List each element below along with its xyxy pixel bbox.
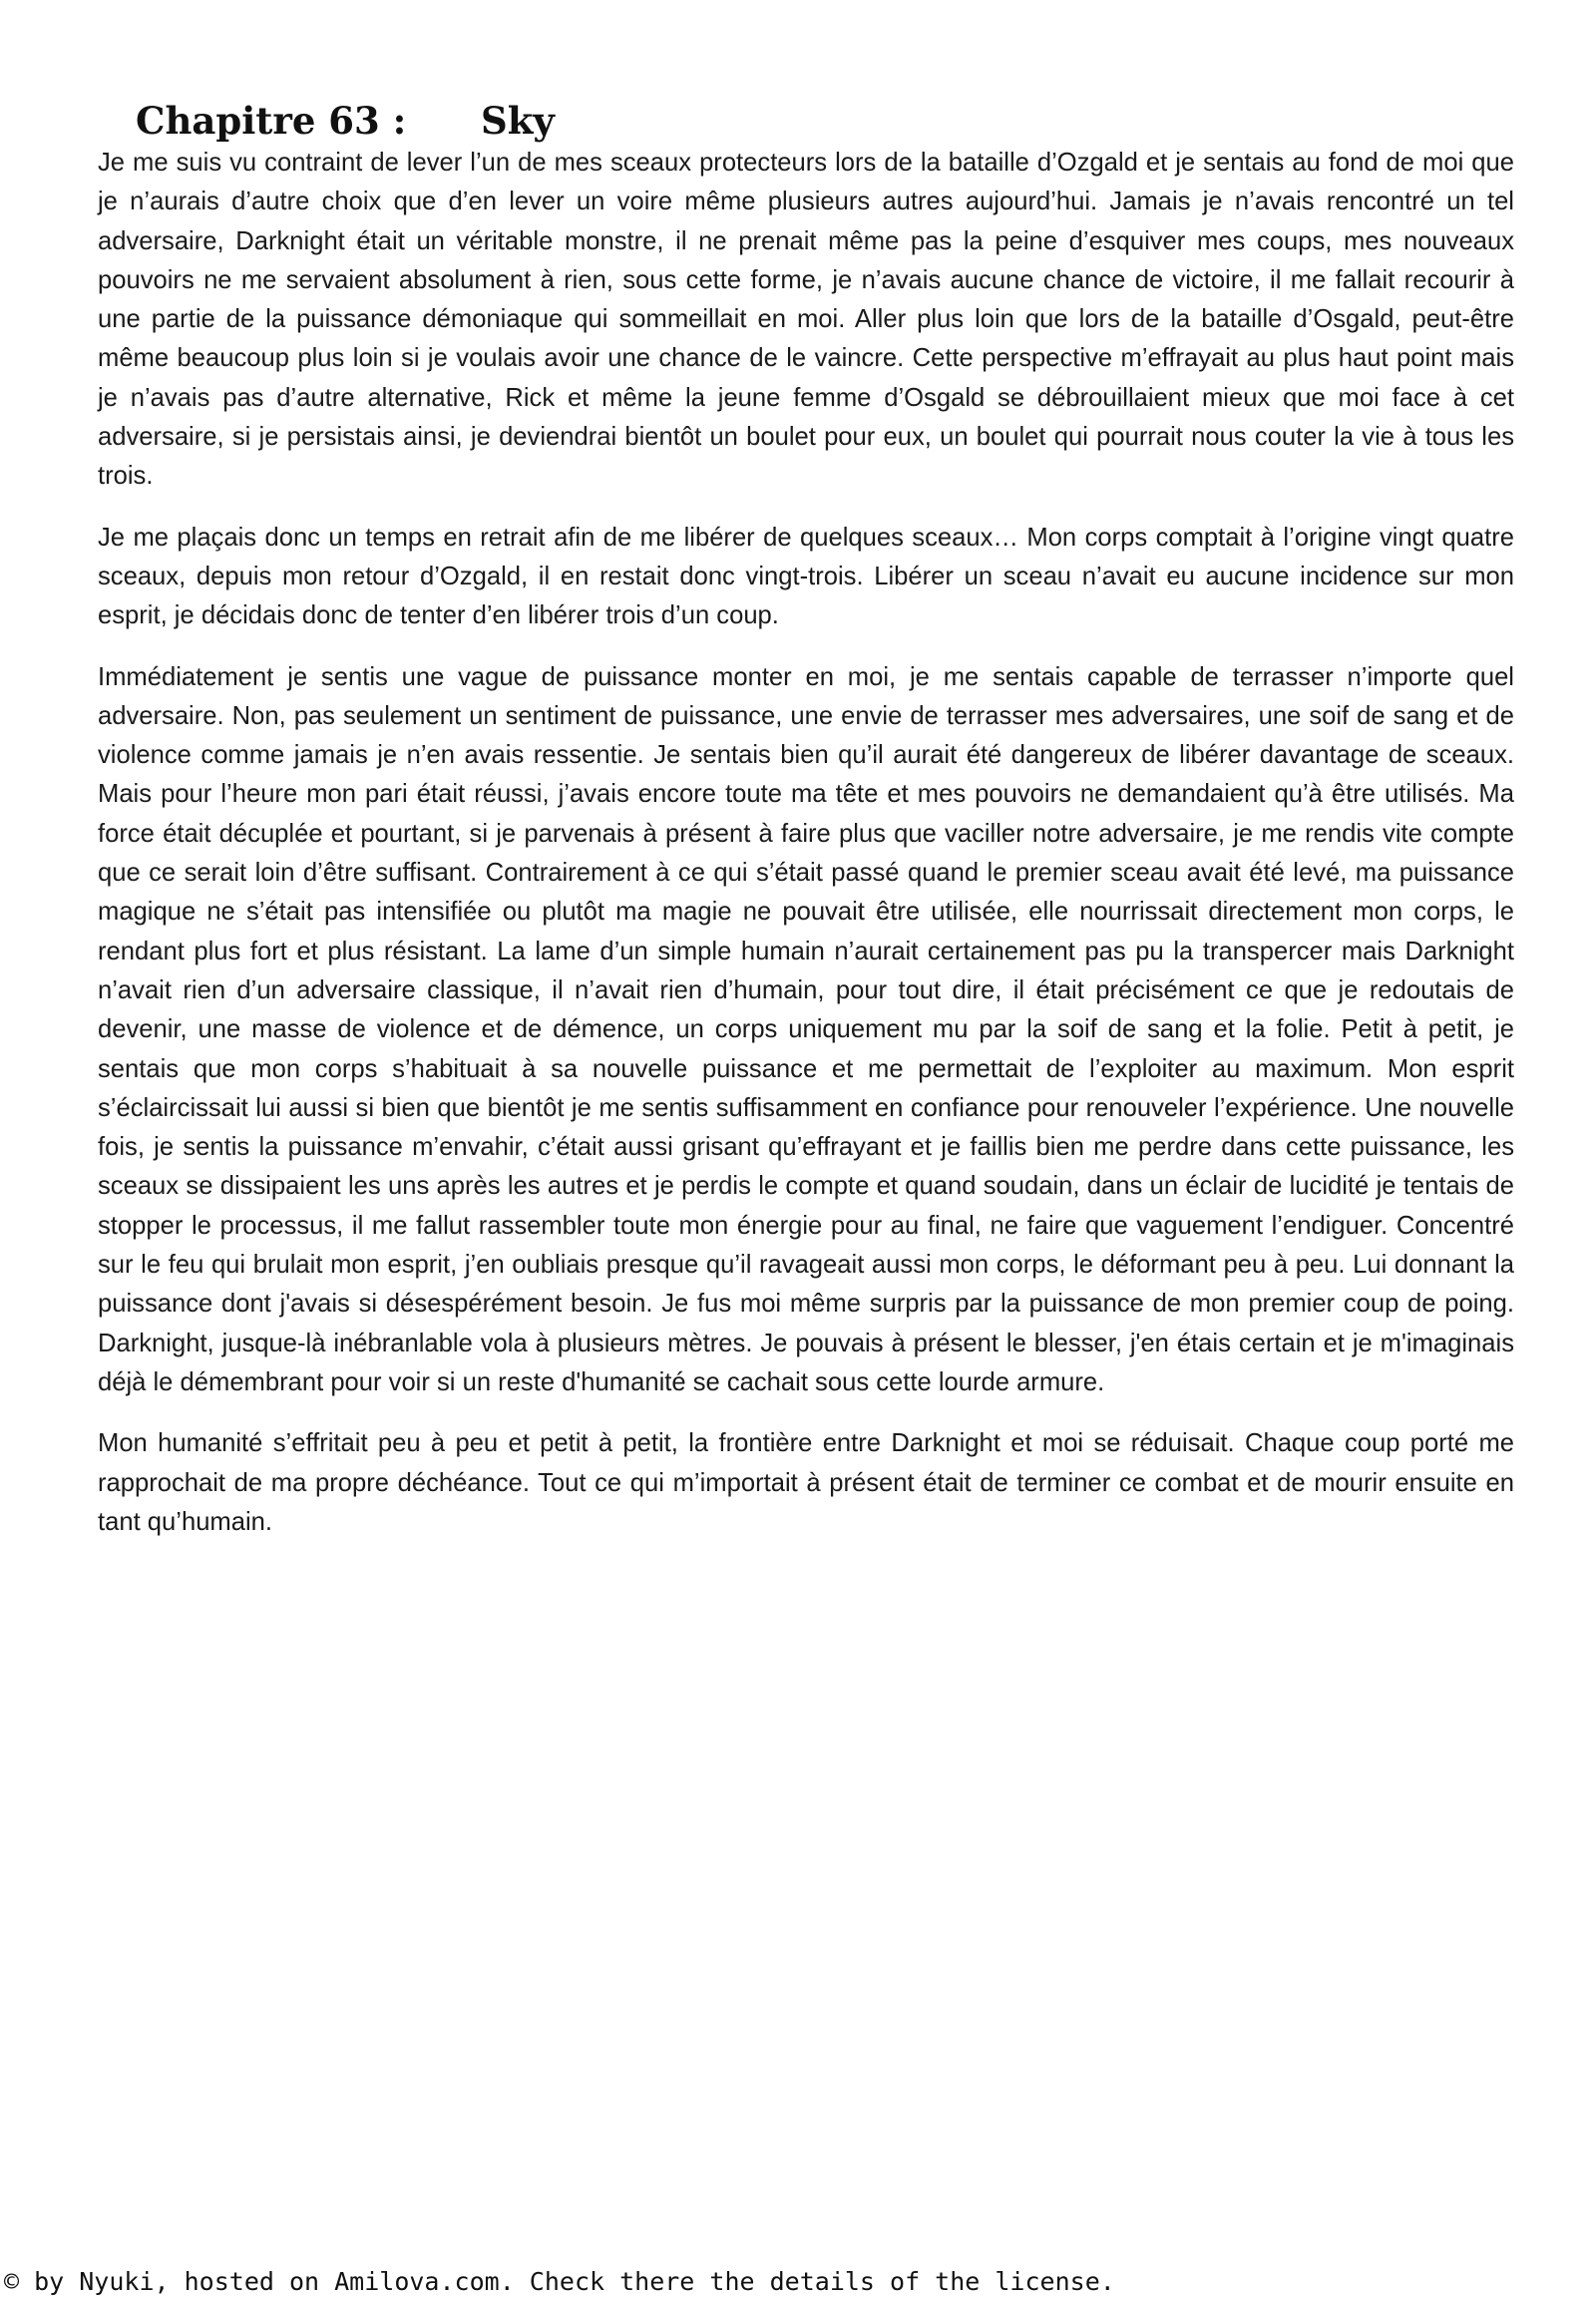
chapter-number: Chapitre 63 : [136, 99, 407, 143]
chapter-body [98, 144, 1514, 1564]
paragraph-4: Mon humanité s’effritait peu à peu et petit à petit, la frontière entre Darknight et moi se réduisait. Chaque coup porté me rapprochait de ma propre déchéance. Tout ce qui m’importait à présent était de terminer ce combat et de mourir ensuite en tant qu’humain. [98, 1429, 1514, 1536]
paragraph-1: Je me suis vu contraint de lever l’un de mes sceaux protecteurs lors de la bataille d’Ozgald et je sentais au fond de moi que je n’aurais d’autre choix que d’en lever un voire même plusieurs autres aujourd’hui. Jamais je n’avais rencontré un tel adversaire, Darknight était un véritable monstre, il ne prenait même pas la peine d’esquiver mes coups, mes nouveaux pouvoirs ne me servaient absolument à rien, sous cette forme, je n’avais aucune chance de victoire, il me fallait recourir à une partie de la puissance démoniaque qui sommeillait en moi. Aller plus loin que lors de la bataille d’Osgald, peut-être même beaucoup plus loin si je voulais avoir une chance de le vaincre. Cette perspective m’effrayait au plus haut point mais je n’avais pas d’autre alternative, Rick et même la jeune femme d’Osgald se débrouillaient mieux que moi face à cet adversaire, si je persistais ainsi, je deviendrai bientôt un boulet pour eux, un boulet qui pourrait nous couter la vie à tous les trois. [98, 149, 1514, 491]
license-footer: © by Nyuki, hosted on Amilova.com. Check there the details of the license. [4, 2267, 1115, 2296]
paragraph-2: Je me plaçais donc un temps en retrait afin de me libérer de quelques sceaux… Mon corps comptait à l’origine vingt quatre sceaux, depuis mon retour d’Ozgald, il en restait donc vingt-trois. Libérer un sceau n’avait eu aucune incidence sur mon esprit, je décidais donc de tenter d’en libérer trois d’un coup. [98, 523, 1514, 630]
paragraph-3: Immédiatement je sentis une vague de puissance monter en moi, je me sentais capable de terrasser n’importe quel adversaire. Non, pas seulement un sentiment de puissance, une envie de terrasser mes adversaires, une soif de sang et de violence comme jamais je n’en avais ressentie. Je sentais bien qu’il aurait été dangereux de libérer davantage de sceaux. Mais pour l’heure mon pari était réussi, j’avais encore toute ma tête et mes pouvoirs ne demandaient qu’à être utilisés. Ma force était décuplée et pourtant, si je parvenais à présent à faire plus que vaciller notre adversaire, je me rendis vite compte que ce serait loin d’être suffisant. Contrairement à ce qui s’était passé quand le premier sceau avait été levé, ma puissance magique ne s’était pas intensifiée ou plutôt ma magie ne pouvait être utilisée, elle nourrissait directement mon corps, le rendant plus fort et plus résistant. La lame d’un simple humain n’aurait certainement pas pu la transpercer mais Darknight n’avait rien d’un adversaire classique, il n’avait rien d’humain, pour tout dire, il était précisément ce que je redoutais de devenir, une masse de violence et de démence, un corps uniquement mu par la soif de sang et la folie. Petit à petit, je sentais que mon corps s’habituait à sa nouvelle puissance et me permettait de l’exploiter au maximum. Mon esprit s’éclaircissait lui aussi si bien que bientôt je me sentis suffisamment en confiance pour renouveler l’expérience. Une nouvelle fois, je sentis la puissance m’envahir, c’était aussi grisant qu’effrayant et je faillis bien me perdre dans cette puissance, les sceaux se dissipaient les uns après les autres et je perdis le compte et quand soudain, dans un éclair de lucidité je tentais de stopper le processus, il me fallut rassembler toute mon énergie pour au final, ne faire que vaguement l’endiguer. Concentré sur le feu qui brulait mon esprit, j’en oubliais presque qu’il ravageait aussi mon corps, le déformant peu à peu. Lui donnant la puissance dont j'avais si désespérément besoin. Je fus moi même surpris par la puissance de mon premier coup de poing. Darknight, jusque-là inébranlable vola à plusieurs mètres. Je pouvais à présent le blesser, j'en étais certain et je m'imaginais déjà le démembrant pour voir si un reste d'humanité se cachait sous cette lourde armure. [98, 662, 1514, 1396]
chapter-name: Sky [481, 99, 555, 143]
chapter-title [136, 96, 555, 146]
